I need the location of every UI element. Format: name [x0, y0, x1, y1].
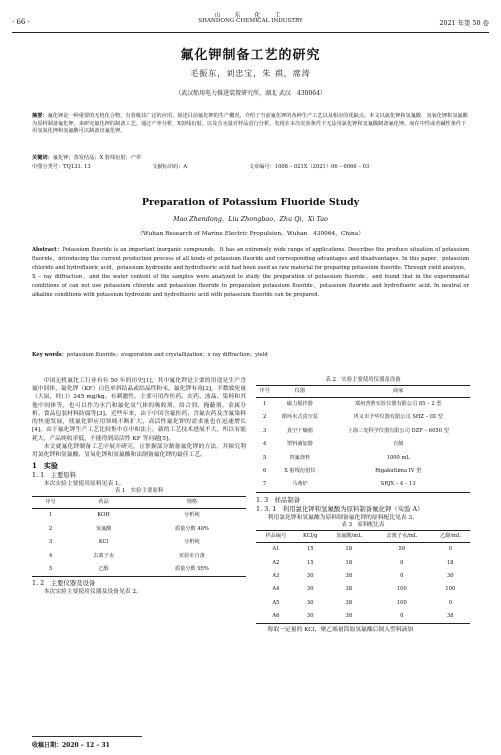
table-row: [256, 411, 470, 424]
table-cell: A5: [272, 599, 280, 606]
table-row: [256, 398, 470, 412]
table-1-header: 药品: [69, 497, 138, 509]
table-cell: 30: [306, 599, 314, 606]
page-number: · 66 ·: [12, 18, 30, 26]
table-2: [256, 385, 470, 493]
table-cell: 100: [445, 586, 456, 593]
table-cell: 6: [262, 467, 267, 474]
table-row: [256, 583, 470, 596]
section-1-3-1-heading: 1. 3. 1 利用氯化钾和氢氟酸为原料制备氟化钾（实验 A）: [256, 504, 424, 513]
table-cell: 15: [306, 546, 314, 553]
keywords-en-text: potassium fluoride；evaporation and crystallization；x ray diffraction；yield: [66, 352, 268, 358]
keywords-cn: [32, 155, 469, 163]
table-cell: 实验室自备: [178, 552, 205, 559]
table-cell: 7: [256, 478, 273, 492]
table-cell: 0: [448, 599, 452, 606]
table-row: [256, 465, 470, 478]
table-row: [32, 536, 246, 549]
table-cell: 去离子水: [93, 552, 114, 559]
page-header: [12, 10, 489, 32]
footnote-rule: [32, 736, 142, 737]
affiliation-cn: （武汉船用电力推进装置研究所，湖北 武汉 430064）: [175, 90, 326, 97]
table-cell: A6: [256, 610, 296, 624]
issue-info: 2021 年第 50 卷: [439, 19, 489, 27]
table-cell: KOH: [97, 512, 110, 519]
table-cell: 38: [325, 610, 373, 624]
table-row: [256, 452, 470, 465]
received-date: 收稿日期：2020 – 12 – 31: [32, 742, 110, 749]
table-cell: 上海三发科学仪器有限公司 DZF – 6050 型: [347, 427, 449, 434]
table-3: [256, 530, 470, 625]
table-cell: SRJX – 4 – 13: [327, 478, 471, 492]
table-cell: 1: [48, 512, 53, 519]
section-1-2-text: 本次实验主要使用仪器及设备见表 2。: [43, 589, 142, 596]
table-cell: 18: [345, 559, 353, 566]
table-cell: 郑州普胜实验仪器有限公司 85 – 2 型: [354, 401, 442, 408]
keywords-en: [32, 352, 469, 360]
table-3-header: 样品编号: [256, 530, 296, 542]
abstract-cn-label: 摘要：: [32, 113, 48, 119]
table-cell: 30: [306, 586, 314, 593]
table-row: [32, 563, 246, 577]
table-cell: 5: [262, 454, 267, 461]
table-cell: 30: [446, 572, 454, 579]
intro-paragraph: 中国无机氟化工行业有有 50 年的历史[1]，其中氟化钾是主要的用途是生产含氟中间体，氟化钾（KF）白色单斜结晶或结晶性粉末。氟化钾有毒[2]，半数致死量（大鼠，经口）245 mg/kg。有刺激性，主要可用作医药、农药、波晶、染料和其他中间体等，也可以作为水汽和氟化氢气体的吸收剂、络合剂、掩蔽剂、金属分析、食品包装材料防腐等[3]。近些年来，由于中国含氟医药、含氟农药及含氟染料的快速发展，使氟化钾应用领域不断扩大，高活性氟化钾的需求量也在迅速增长[4]。由于氟化钾生产工艺比较集中在中和法上，新的工艺技术进展不大，所以有能耗大，产品纯收率低，不能得到高活性 KF 等问题[5]。: [32, 378, 246, 442]
section-1-3-1-text: 利用氯化钾和氢氟酸为原料制备氟化钾的原料配比见表 3。: [267, 514, 419, 521]
table-cell: 38: [345, 572, 353, 579]
table-cell: 100: [396, 599, 407, 606]
table-row: [32, 509, 246, 523]
table-cell: 38: [345, 599, 353, 606]
table-cell: 30: [296, 610, 325, 624]
journal-name-cn: 山 东 化 工: [214, 12, 287, 19]
doc-code: 文献标识码：A: [152, 164, 188, 170]
left-column: [32, 377, 246, 597]
table-cell: Rigakultima IV 型: [375, 467, 422, 474]
abstract-en: [32, 246, 469, 301]
table-cell: 真空干燥箱: [286, 427, 313, 434]
table-3-header: KCl/g: [296, 530, 325, 542]
table-row: [256, 597, 470, 610]
table-row: [256, 425, 470, 438]
table-3-body: [256, 543, 470, 624]
table-row: [256, 557, 470, 570]
table-1-body: [32, 509, 246, 577]
table-cell: 分析纯: [184, 512, 200, 519]
header-rule: [12, 32, 489, 33]
table-cell: 38: [431, 610, 470, 624]
authors-en: Mao Zhendong，Liu Zhongbao，Zhu Qi，Xi Tao: [173, 215, 328, 223]
abstract-cn: [32, 113, 469, 136]
abstract-en-label: Abstract：: [32, 247, 63, 253]
table-cell: 塑料滴加器: [286, 441, 313, 448]
keywords-cn-label: 关键词：: [32, 155, 53, 161]
table-cell: 4: [48, 552, 53, 559]
table-cell: 四氟烧杯: [289, 454, 311, 461]
table-cell: 5: [32, 563, 69, 577]
table-cell: 自制: [393, 441, 404, 448]
table-cell: 3: [48, 539, 53, 546]
table-cell: A1: [272, 546, 280, 553]
table-1-header: 规格: [138, 497, 246, 509]
table-cell: 100: [396, 586, 407, 593]
section-1-2-heading: 1. 2 主要仪器及设备: [32, 579, 96, 588]
table-cell: 磁力搅拌器: [286, 401, 313, 408]
table-1-caption: 表 1 实验主要原料: [114, 488, 164, 495]
table-3-caption: 表 3 原料配比表: [341, 522, 385, 529]
table-2-header: 仪器: [273, 385, 326, 397]
table-row: [256, 438, 470, 451]
table-cell: 0: [448, 546, 452, 553]
table-cell: A4: [272, 586, 280, 593]
table-row: [256, 478, 470, 492]
table-cell: 50: [398, 546, 406, 553]
table-2-header: 序号: [256, 385, 273, 397]
table-cell: 乙醇: [69, 563, 138, 577]
section-1-1-heading: 1. 1 主要原料: [32, 471, 77, 480]
table-cell: A2: [272, 559, 280, 566]
table-cell: A3: [272, 572, 280, 579]
clc-number: 中图分类号：TQ131. 13: [32, 164, 91, 170]
journal-name-en: SHANDONG CHEMICAL INDUSTRY: [198, 18, 303, 24]
table-cell: 巩义市予华仪器有限公司 SHZ – III 型: [353, 414, 443, 421]
table-cell: X 射线衍射仪: [284, 467, 316, 474]
table-3-header: 去离子水/mL: [373, 530, 431, 542]
table-cell: 3: [262, 427, 267, 434]
table-row: [256, 543, 470, 557]
last-paragraph: 称取一定量的 KCl，聚乙烯量筒取氢氟酸后倒入塑料滴加: [267, 627, 414, 634]
table-cell: 18: [345, 546, 353, 553]
keywords-en-label: Key words：: [32, 352, 67, 358]
table-cell: 0: [400, 572, 404, 579]
table-row: [32, 550, 246, 563]
title-cn: 氟化钾制备工艺的研究: [180, 48, 321, 63]
table-row: [256, 570, 470, 583]
table-1-header: 序号: [32, 497, 69, 509]
table-cell: 质量分数 40%: [174, 525, 209, 532]
right-column: [256, 377, 470, 635]
table-cell: 循环水式真空泵: [281, 414, 319, 421]
table-cell: 马弗炉: [273, 478, 326, 492]
table-1: [32, 496, 246, 577]
table-cell: 15: [306, 559, 314, 566]
table-cell: 0: [400, 559, 404, 566]
section-1-3-heading: 1. 3 样品制备: [256, 495, 301, 504]
table-cell: 质量分数 95%: [138, 563, 246, 577]
authors-cn: 毛振东，刘忠宝，朱 祺，席涛: [190, 69, 311, 78]
table-cell: 2: [262, 414, 267, 421]
abstract-cn-text: 氟化钾是一种重要的无机化合物，有着极其广泛的应用。简述目前氟化钾的生产概况，介绍了当前氟化钾的各种生产工艺以及相应的优缺点。本文以氯化钾和氢氟酸、氢氧化钾和氢氟酸为原料制备氟化钾，来研究氟化钾的制备工艺。通过产率分析，X射线衍射，以及含水量对样品进行分析，发现在本次实验条件下无法用氯化钾和氢氟酸制备氟化钾。而在中性或者碱性条件下用氢氧化钾和氢氟酸可以制备出氟化钾。: [32, 113, 468, 135]
abstract-en-text: Potassium fluoride is an important inorganic compounds，It has an extremely wide range of applications. Describes the produce situation of potassium fluoride，introducing the current production process of all kinds of potassium fluoride and corresponding advantages and disadvantages. In this paper，potassium chloride and hydrofluoric acid，potassium hydroxide and hydrofluoric acid had been used as raw material for preparing potassium fluoride. Through yield analysis，X – ray diffraction，and the water content of the samples were analyzed to study the preparation of potassium fluoride，and found that in the experimental conditions of can not use potassium chloride and potassium fluoride to preparation potassium fluoride，potassium fluoride and hydrofluoric acid. In neutral or alkaline conditions with potassium hydroxide and hydrofluoric acid with potassium fluoride can be prepared.: [32, 247, 469, 299]
table-2-body: [256, 398, 470, 493]
table-cell: 38: [345, 586, 353, 593]
table-row: [256, 610, 470, 624]
intro-paragraph-2: 本文就氟化钾制备工艺中展开研究，且掌握部分制备氟化钾的方法，并探究利用氯化钾和氢氟酸、氢氧化钾和氢氟酸和法制备氟化钾的最佳工艺。: [32, 443, 246, 458]
title-en: Preparation of Potassium Fluoride Study: [141, 197, 360, 208]
table-cell: 4: [262, 441, 267, 448]
section-1-1-text: 本次实验主要使用原料见表 1。: [43, 481, 125, 488]
article-number: 文章编号：1008 – 021X（2021）06 – 0066 – 03: [248, 164, 370, 170]
table-cell: 分析纯: [184, 539, 200, 546]
table-cell: 30: [306, 572, 314, 579]
table-cell: 18: [446, 559, 454, 566]
keywords-cn-text: 氟化钾；蒸发结晶；X 射线衍射；产率: [52, 155, 142, 161]
section-1-heading: 1 实验: [32, 461, 58, 471]
table-row: [32, 523, 246, 536]
table-3-header: 乙醇/mL: [431, 530, 470, 542]
table-2-caption: 表 2 实验主要使用仪器及设备: [325, 377, 401, 383]
table-2-header: 商家: [327, 385, 471, 397]
table-3-header: 氢氟酸/mL: [325, 530, 373, 542]
table-cell: KCl: [98, 539, 109, 546]
table-cell: 2: [48, 525, 53, 532]
table-cell: 1000 mL: [386, 454, 410, 461]
table-cell: 1: [262, 401, 267, 408]
affiliation-en: （Wuhan Research of Marine Electric Propulsion，Wuhan 430064，China）: [137, 231, 364, 237]
table-cell: 0: [373, 610, 431, 624]
classification-line: [32, 164, 469, 172]
table-cell: 氢氟酸: [95, 525, 112, 532]
